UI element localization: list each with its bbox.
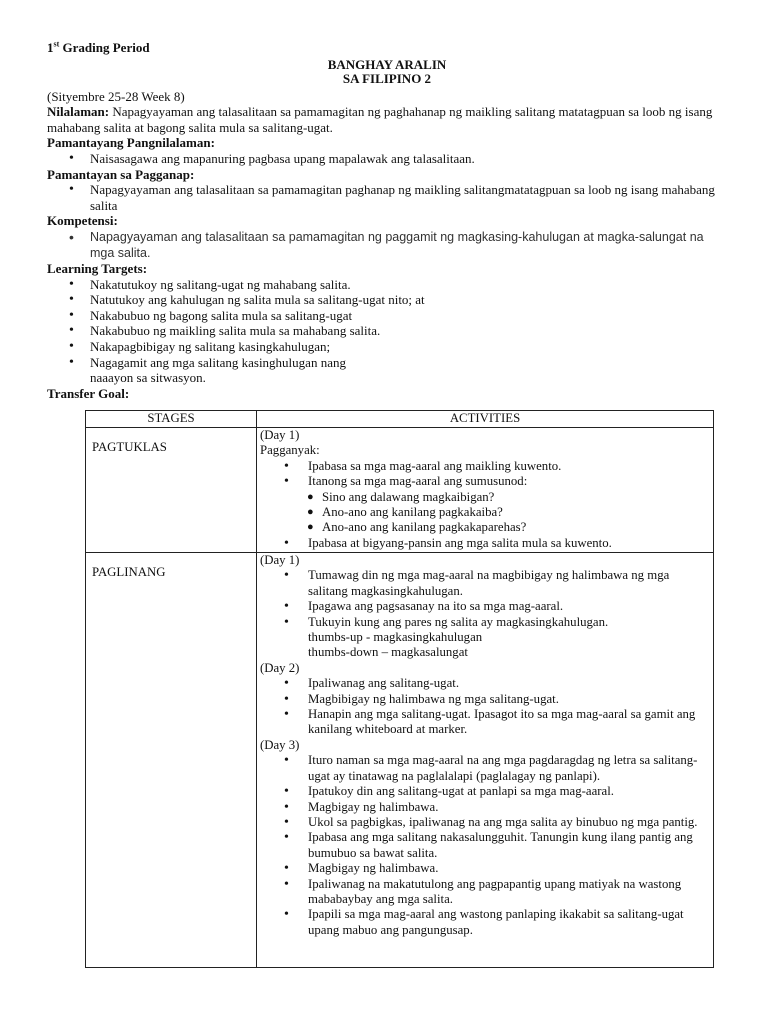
learning-targets-list: [47, 277, 727, 386]
content-standard-list: [47, 151, 727, 167]
list-item: • Ukol sa pagbigkas, ipaliwanag na ang mga salita ay binubuo ng mga pantig.: [260, 815, 709, 830]
question-item: ● Sino ang dalawang magkaibigan?: [260, 490, 709, 505]
list-item: • Magbibigay ng halimbawa ng mga salitang-ugat.: [260, 692, 709, 707]
nilalaman-section: [47, 104, 727, 135]
column-header-activities: ACTIVITIES: [257, 411, 714, 428]
activity-list: [260, 568, 709, 630]
list-item: • Napagyayaman ang talasalitaan sa pamamagitan paghanap ng maikling salitangmatatagpuan sa loob ng isang mahabang salita: [47, 182, 727, 213]
transfer-goal-heading: Transfer Goal:: [47, 385, 130, 401]
list-item: • Nakabubuo ng bagong salita mula sa salitang-ugat: [47, 308, 727, 324]
nilalaman-text: Napagyayaman ang talasalitaan sa pamamagitan ng paghahanap ng maikling salitang matatagpuan sa loob ng isang mahabang salita at bagong salita mula sa salitang-ugat.: [47, 104, 713, 135]
list-item: • Ipapili sa mga mag-aaral ang wastong panlaping ikakabit sa salitang-ugat upang mabuo ang pangungusap.: [260, 907, 709, 938]
nilalaman-label: Nilalaman:: [47, 104, 110, 120]
stage-cell: [86, 428, 257, 553]
day-label: (Day 3): [260, 737, 300, 752]
document-title: [47, 58, 727, 86]
title-line-2: SA FILIPINO 2: [342, 70, 432, 86]
list-item: • Ipabasa sa mga mag-aaral ang maikling kuwento.: [260, 459, 709, 474]
list-item: • Natutukoy ang kahulugan ng salita mula sa salitang-ugat nito; at: [47, 292, 727, 308]
content-standard-heading: Pamantayang Pangnilalaman:: [47, 135, 215, 151]
competency-heading: Kompetensi:: [47, 213, 118, 229]
list-item: • Ipabasa ang mga salitang nakasalungguhit. Tanungin kung ilang pantig ang bumubuo sa bawat salita.: [260, 830, 709, 861]
grading-number: 1: [47, 40, 54, 55]
lesson-plan-header: [47, 40, 727, 401]
learning-targets-heading: Learning Targets:: [47, 260, 148, 276]
list-item: • Nakapagbibigay ng salitang kasingkahulugan;: [47, 339, 727, 355]
grading-label: Grading Period: [59, 40, 150, 55]
stage-name: PAGTUKLAS: [92, 440, 167, 454]
list-item: • Ipaliwanag ang salitang-ugat.: [260, 676, 709, 691]
column-header-stages: STAGES: [86, 411, 257, 428]
list-item: • Nakabubuo ng maikling salita mula sa mahabang salita.: [47, 323, 727, 339]
list-item: • Tukuyin kung ang pares ng salita ay magkasingkahulugan.: [260, 615, 709, 630]
activity-list: [260, 459, 709, 490]
list-item: • Tumawag din ng mga mag-aaral na magbibigay ng halimbawa ng mga salitang magkasingkahulugan.: [260, 568, 709, 599]
performance-standard-heading: Pamantayan sa Pagganap:: [47, 166, 195, 182]
list-item: • Ipabasa at bigyang-pansin ang mga salita mula sa kuwento.: [260, 536, 709, 551]
question-item: ● Ano-ano ang kanilang pagkakaiba?: [260, 505, 709, 520]
list-item: • Naisasagawa ang mapanuring pagbasa upang mapalawak ang talasalitaan.: [47, 151, 727, 167]
question-item: ● Ano-ano ang kanilang pagkakaparehas?: [260, 520, 709, 535]
grading-ordinal: st: [53, 39, 60, 49]
thumbs-down-line: thumbs-down – magkasalungat: [308, 645, 468, 660]
day-label: (Day 2): [260, 660, 300, 675]
table-row: [86, 428, 714, 553]
activity-list: [260, 676, 709, 738]
list-item: • Magbigay ng halimbawa.: [260, 861, 709, 876]
activity-list: [260, 753, 709, 938]
list-item: • Ituro naman sa mga mag-aaral na ang mga pagdaragdag ng letra sa salitang-ugat ay tinatawag na paglalalapi (paglalagay ng panlapi).: [260, 753, 709, 784]
list-item: • Nagagamit ang mga salitang kasinghulugan nang: [47, 355, 727, 371]
list-item: • Ipaliwanag na makatutulong ang pagpapantig upang matiyak na wastong mababaybay ang mga salita.: [260, 877, 709, 908]
list-item: • Ipatukoy din ang salitang-ugat at panlapi sa mga mag-aaral.: [260, 784, 709, 799]
date-range: (Sityembre 25-28 Week 8): [47, 88, 185, 104]
title-line-1: BANGHAY ARALIN: [327, 56, 447, 72]
list-item: • Nakatutukoy ng salitang-ugat ng mahabang salita.: [47, 277, 727, 293]
list-item-continuation: naaayon sa sitwasyon.: [90, 370, 206, 386]
list-item: • Itanong sa mga mag-aaral ang sumusunod:: [260, 474, 709, 489]
competency-list: [47, 229, 727, 261]
activities-cell: [257, 428, 714, 553]
stage-cell: [86, 553, 257, 968]
list-item: • Ipagawa ang pagsasanay na ito sa mga mag-aaral.: [260, 599, 709, 614]
list-item: • Napagyayaman ang talasalitaan sa pamamagitan ng paggamit ng magkasing-kahulugan at magka-salungat na mga salita.: [47, 229, 727, 261]
thumbs-up-line: thumbs-up - magkasingkahulugan: [308, 630, 483, 645]
activities-cell: [257, 553, 714, 968]
table-row: [86, 553, 714, 968]
activity-list: [260, 536, 709, 551]
performance-standard-list: [47, 182, 727, 213]
activity-subheading: Pagganyak:: [260, 443, 320, 458]
activities-table: [85, 410, 714, 968]
table-header-row: [86, 411, 714, 428]
grading-period: [47, 40, 727, 56]
day-label: (Day 1): [260, 428, 300, 442]
day-label: (Day 1): [260, 553, 300, 567]
stage-name: PAGLINANG: [92, 565, 166, 579]
question-list: [260, 490, 709, 536]
list-item: • Magbigay ng halimbawa.: [260, 800, 709, 815]
list-item: • Hanapin ang mga salitang-ugat. Ipasagot ito sa mga mag-aaral sa gamit ang kanilang whiteboard at marker.: [260, 707, 709, 738]
